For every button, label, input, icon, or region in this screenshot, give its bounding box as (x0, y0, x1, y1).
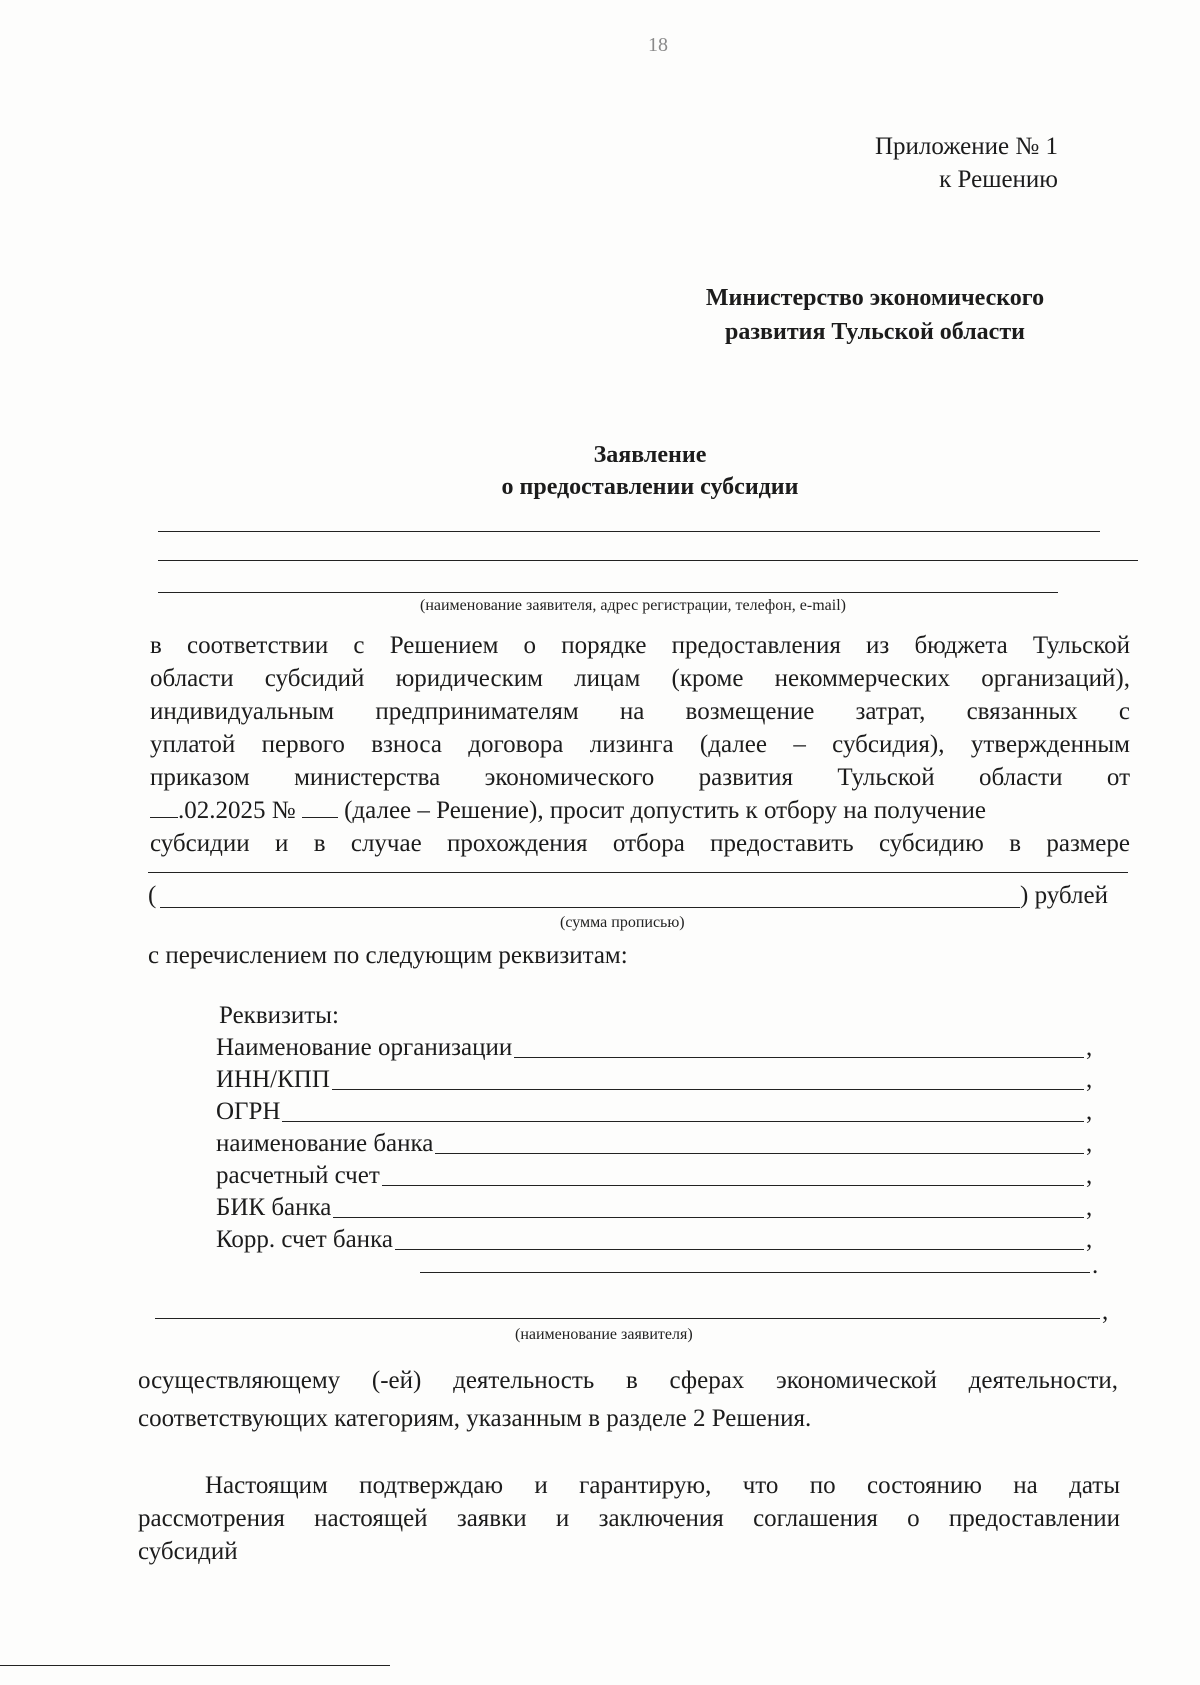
title-line-1: Заявление (593, 442, 707, 468)
requisite-label: БИК банка (216, 1194, 332, 1221)
corr-account-field[interactable] (395, 1249, 1084, 1250)
confirm-line-2: рассмотрения настоящей заявки и заключения соглашения о предоставлении (138, 1505, 1120, 1532)
body-line-4: уплатой первого взноса договора лизинга (далее – субсидия), утвержденным (150, 731, 1130, 758)
sum-close-rubles: ) рублей (1020, 882, 1108, 909)
requisite-row-corr-account (216, 1222, 1096, 1254)
appendix-line-2: к Решению (939, 166, 1058, 193)
applicant-caption: (наименование заявителя, адрес регистрации, телефон, e-mail) (420, 597, 846, 614)
applicant-blank-line-3[interactable] (158, 592, 1058, 593)
requisite-punct: , (1086, 1194, 1093, 1221)
requisite-row-bik (216, 1190, 1096, 1222)
decision-number-blank[interactable] (302, 817, 338, 818)
ministry-line-1: Министерство экономического (705, 285, 1045, 311)
body-line-7: субсидии и в случае прохождения отбора предоставить субсидию в размере (150, 830, 1130, 857)
footer-rule (0, 1665, 390, 1666)
body-line-6 (150, 795, 1130, 826)
ogrn-field[interactable] (282, 1121, 1084, 1122)
body-line-1: в соответствии с Решением о порядке предоставления из бюджета Тульской (150, 632, 1130, 659)
appendix-line-1: Приложение № 1 (874, 133, 1058, 160)
body-line-2: области субсидий юридическим лицам (кроме некоммерческих организаций), (150, 665, 1130, 692)
requisite-punct: , (1086, 1130, 1093, 1157)
requisite-label: Наименование организации (216, 1034, 513, 1061)
requisite-label: наименование банка (216, 1130, 434, 1157)
applicant-blank-line-2[interactable] (158, 560, 1138, 561)
ministry-line-2: развития Тульской области (725, 319, 1025, 345)
requisite-row-account (216, 1158, 1096, 1190)
body-line-6-rest: (далее – Решение), просит допустить к отбору на получение (344, 797, 986, 824)
confirm-line-1: Настоящим подтверждаю и гарантирую, что по состоянию на даты (205, 1472, 1120, 1499)
requisites-heading: Реквизиты: (219, 1002, 339, 1029)
requisite-label: ИНН/КПП (216, 1066, 330, 1093)
requisite-label: Корр. счет банка (216, 1226, 393, 1253)
requisite-punct: , (1086, 1034, 1093, 1061)
requisite-punct: , (1086, 1066, 1093, 1093)
decision-date: .02.2025 № (178, 797, 296, 824)
title-line-2: о предоставлении субсидии (501, 474, 799, 500)
applicant-blank-line-1[interactable] (158, 531, 1100, 532)
sum-caption: (сумма прописью) (560, 914, 685, 931)
inn-kpp-field[interactable] (332, 1089, 1084, 1090)
bank-name-field[interactable] (435, 1153, 1084, 1154)
requisite-punct: , (1086, 1226, 1093, 1253)
corr-account-extra-line[interactable] (420, 1272, 1090, 1273)
appendix-header (875, 130, 1058, 196)
requisites-final-punct: . (1092, 1252, 1099, 1279)
activity-line-2: соответствующих категориям, указанным в разделе 2 Решения. (138, 1405, 812, 1432)
requisite-row-bank-name (216, 1126, 1096, 1158)
requisite-row-organization (216, 1030, 1096, 1062)
body-line-5: приказом министерства экономического развития Тульской области от (150, 764, 1130, 791)
sum-in-words-line[interactable] (160, 907, 1020, 908)
requisite-punct: , (1086, 1162, 1093, 1189)
addressee-block (660, 281, 1090, 349)
confirm-line-3: субсидий (138, 1538, 238, 1565)
date-day-blank[interactable] (150, 817, 178, 818)
requisite-label: расчетный счет (216, 1162, 380, 1189)
requisite-punct: , (1086, 1098, 1093, 1125)
applicant-name-punct: , (1102, 1298, 1109, 1325)
requisite-row-ogrn (216, 1094, 1096, 1126)
requisite-label: ОГРН (216, 1098, 281, 1125)
page-number: 18 (648, 34, 668, 56)
document-title (440, 439, 860, 503)
transfer-text: с перечислением по следующим реквизитам: (148, 942, 628, 969)
applicant-name-caption: (наименование заявителя) (515, 1326, 693, 1343)
requisite-row-inn-kpp (216, 1062, 1096, 1094)
organization-name-field[interactable] (514, 1057, 1084, 1058)
settlement-account-field[interactable] (382, 1185, 1084, 1186)
sum-open-paren: ( (148, 882, 157, 909)
bik-field[interactable] (333, 1217, 1084, 1218)
activity-line-1: осуществляющему (-ей) деятельность в сферах экономической деятельности, (138, 1367, 1118, 1394)
amount-blank-line[interactable] (148, 872, 1128, 873)
body-line-3: индивидуальным предпринимателям на возмещение затрат, связанных с (150, 698, 1130, 725)
applicant-name-line[interactable] (155, 1318, 1100, 1319)
